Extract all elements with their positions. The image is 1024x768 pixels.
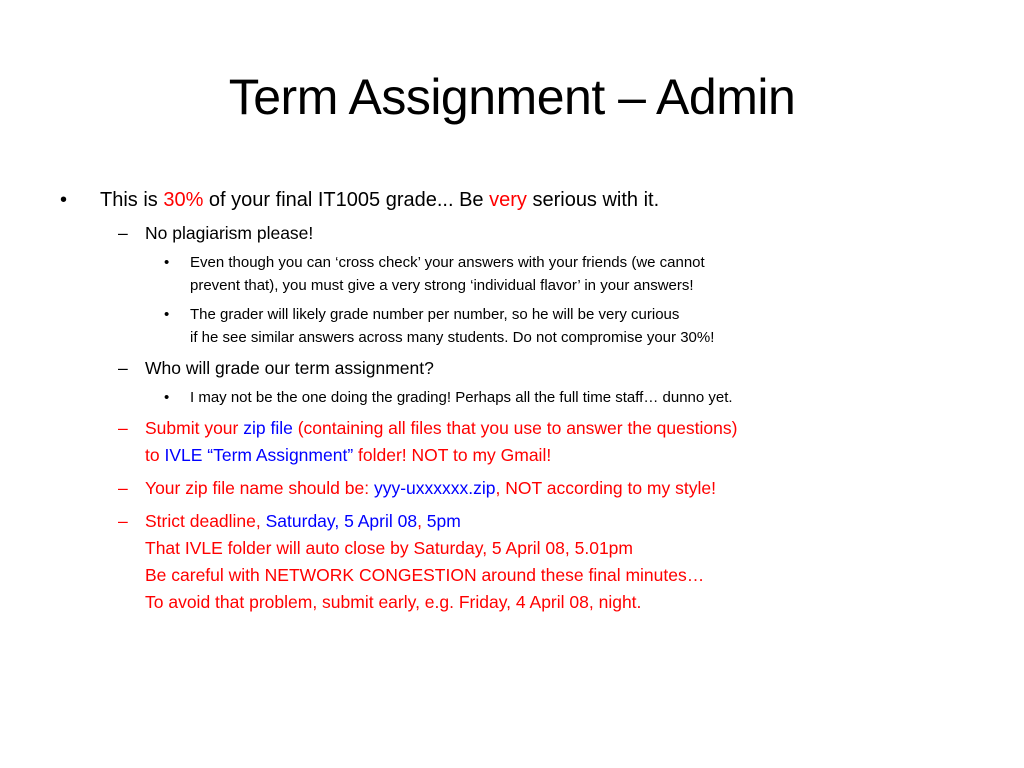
text: folder! NOT to my Gmail! bbox=[353, 445, 552, 465]
text-line: if he see similar answers across many students. Do not compromise your 30%! bbox=[190, 329, 715, 346]
deadline-date: Saturday, 5 April 08 bbox=[265, 511, 418, 531]
plagiarism-item-cross-check bbox=[60, 251, 990, 297]
text: Your zip file name should be: bbox=[145, 478, 374, 498]
slide-content bbox=[60, 184, 990, 616]
dash-marker: – bbox=[118, 358, 128, 378]
text-line bbox=[145, 415, 990, 442]
subbullet-plagiarism bbox=[60, 220, 990, 247]
plagiarism-heading: No plagiarism please! bbox=[145, 223, 314, 243]
text-line: Even though you can ‘cross check’ your answers with your friends (we cannot bbox=[190, 254, 705, 271]
text: to bbox=[145, 445, 165, 465]
text-line: The grader will likely grade number per number, so he will be very curious bbox=[190, 306, 680, 323]
zip-file-link: zip file bbox=[243, 418, 293, 438]
bullet-marker: • bbox=[164, 254, 170, 271]
text-line: prevent that), you must give a very strong ‘individual flavor’ in your answers! bbox=[190, 277, 694, 294]
text: Submit your bbox=[145, 418, 244, 438]
dash-marker: – bbox=[118, 223, 128, 243]
bullet-marker: • bbox=[60, 189, 68, 211]
text: I may not be the one doing the grading! Perhaps all the full time staff… dunno yet. bbox=[190, 389, 733, 406]
text: (containing all files that you use to answer the questions) bbox=[292, 418, 738, 438]
text: , NOT according to my style! bbox=[495, 478, 716, 498]
subbullet-submit bbox=[60, 415, 990, 469]
zip-filename-pattern: yyy-uxxxxxx.zip bbox=[373, 478, 496, 498]
emphasis-very: very bbox=[489, 189, 527, 211]
text-line bbox=[145, 508, 990, 535]
slide-title: Term Assignment – Admin bbox=[228, 69, 796, 125]
text: Strict deadline, bbox=[145, 511, 266, 531]
bullet-grade-weight bbox=[60, 184, 990, 216]
dash-marker: – bbox=[118, 418, 128, 438]
grade-percent: 30% bbox=[163, 189, 204, 211]
grader-item bbox=[60, 386, 990, 409]
text: serious with it. bbox=[526, 189, 660, 211]
text: This is bbox=[100, 189, 164, 211]
text-line bbox=[145, 442, 990, 469]
subbullet-deadline bbox=[60, 508, 990, 616]
ivle-folder-name: IVLE “Term Assignment” bbox=[164, 445, 354, 465]
grader-heading: Who will grade our term assignment? bbox=[145, 358, 434, 378]
dash-marker: – bbox=[118, 511, 128, 531]
text-line: To avoid that problem, submit early, e.g. Friday, 4 April 08, night. bbox=[145, 592, 642, 612]
bullet-marker: • bbox=[164, 389, 170, 406]
plagiarism-item-grader bbox=[60, 303, 990, 349]
bullet-marker: • bbox=[164, 306, 170, 323]
deadline-time: 5pm bbox=[426, 511, 461, 531]
text-line: Be careful with NETWORK CONGESTION around these final minutes… bbox=[145, 565, 705, 585]
text: , bbox=[417, 511, 427, 531]
text-line: That IVLE folder will auto close by Saturday, 5 April 08, 5.01pm bbox=[145, 538, 633, 558]
text: of your final IT1005 grade... Be bbox=[203, 189, 490, 211]
dash-marker: – bbox=[118, 478, 128, 498]
subbullet-who-grades bbox=[60, 355, 990, 382]
subbullet-zip-name bbox=[60, 475, 990, 502]
